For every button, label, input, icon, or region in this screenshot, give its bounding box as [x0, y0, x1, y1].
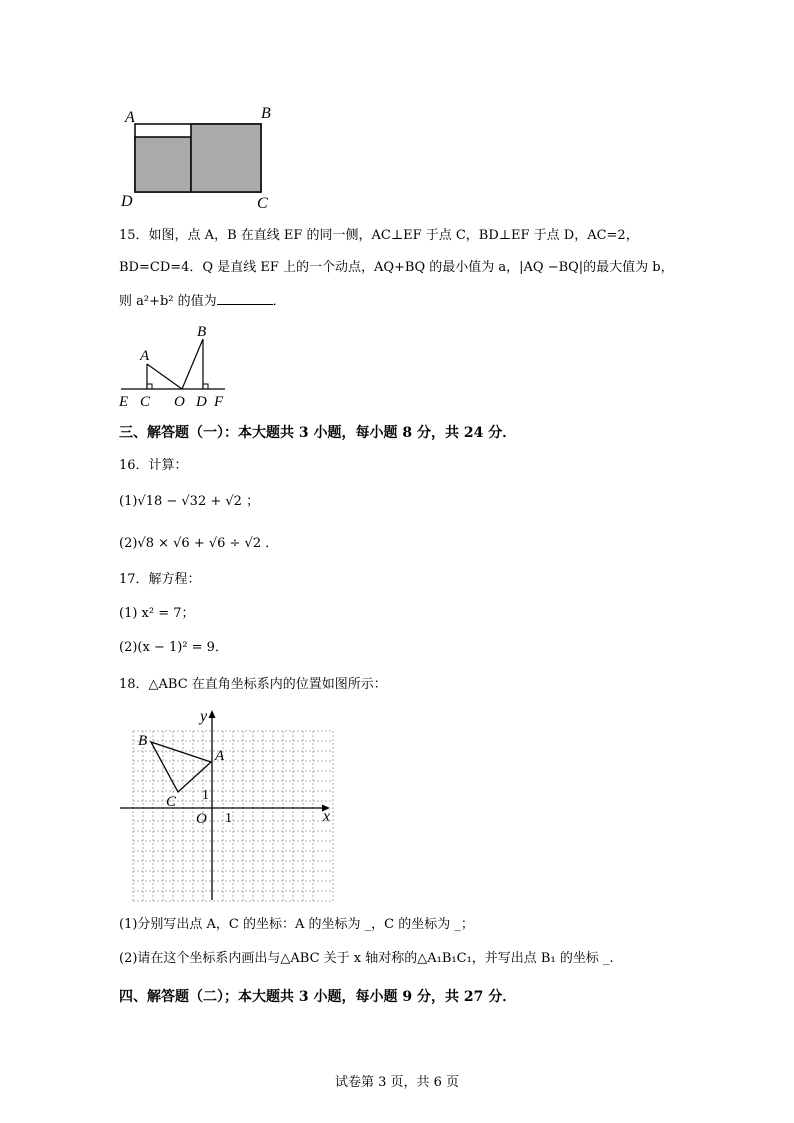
- grid-lines: [133, 731, 333, 901]
- origin-label: O: [196, 811, 207, 827]
- q16-title: 16．计算：: [119, 458, 188, 473]
- section-3-heading: 三、解答题（一）：本大题共 3 小题，每小题 8 分，共 24 分．: [119, 425, 517, 441]
- point-label-b: B: [138, 733, 148, 749]
- axis-label-x: x: [323, 808, 331, 825]
- q17-part2: (2)(x − 1)² = 9．: [119, 640, 228, 655]
- q18-part1: (1)分别写出点 A，C 的坐标：A 的坐标为 _，C 的坐标为 _；: [119, 917, 474, 932]
- q17-part1: (1) x² = 7；: [119, 606, 195, 621]
- q15-line3-text: 则 a²+b² 的值为: [119, 294, 217, 309]
- q15-line2: BD=CD=4．Q 是直线 EF 上的一个动点，AQ+BQ 的最小值为 a，|AQ −BQ|的最大值为 b，: [119, 260, 674, 275]
- q15-line1: 15．如图，点 A，B 在直线 EF 的同一侧，AC⊥EF 于点 C，BD⊥EF 于点 D，AC=2，: [119, 228, 639, 243]
- q18-title: 18．△ABC 在直角坐标系内的位置如图所示：: [119, 677, 387, 692]
- fig15-label-c: C: [140, 394, 151, 410]
- q16-part1: (1)√18 − √32 + √2 ；: [119, 494, 260, 509]
- x-tick-one: 1: [225, 811, 232, 826]
- figure-rectangle: [115, 100, 285, 212]
- y-axis-arrow: [209, 710, 216, 718]
- fig15-label-e: E: [119, 394, 129, 410]
- point-label-c: C: [166, 794, 177, 810]
- fig15-label-a: A: [140, 348, 150, 364]
- line-ef-diagram: [115, 322, 235, 412]
- q18-part2: (2)请在这个坐标系内画出与△ABC 关于 x 轴对称的△A₁B₁C₁，并写出点 B₁ 的坐标 _.: [119, 951, 614, 966]
- figure-line-ef: [115, 322, 235, 412]
- q15-line3: [119, 292, 286, 310]
- fig15-label-o: O: [174, 394, 185, 410]
- fig14-label-b: B: [261, 105, 271, 122]
- fig14-label-a: A: [125, 109, 135, 126]
- rectangle-diagram: [115, 100, 285, 212]
- coordinate-grid-figure: [118, 700, 338, 905]
- coordinate-grid: [118, 700, 338, 905]
- q16-part2: (2)√8 × √6 + √6 ÷ √2 ．: [119, 536, 279, 551]
- q17-title: 17．解方程：: [119, 572, 201, 587]
- fig14-label-d: D: [121, 193, 133, 210]
- triangle-abc: [151, 742, 211, 792]
- point-label-a: A: [215, 748, 225, 764]
- q15-line3-end: ．: [272, 294, 286, 309]
- fig14-label-c: C: [257, 195, 268, 212]
- fig15-label-d: D: [196, 394, 207, 410]
- section-4-heading: 四、解答题（二）；本大题共 3 小题，每小题 9 分，共 27 分．: [119, 989, 517, 1005]
- fig15-label-f: F: [214, 394, 224, 410]
- fig15-label-b: B: [197, 324, 207, 340]
- page-footer: 试卷第 3 页，共 6 页: [334, 1075, 460, 1090]
- y-tick-one: 1: [202, 788, 209, 803]
- answer-blank[interactable]: [217, 292, 273, 305]
- axis-label-y: y: [200, 708, 208, 725]
